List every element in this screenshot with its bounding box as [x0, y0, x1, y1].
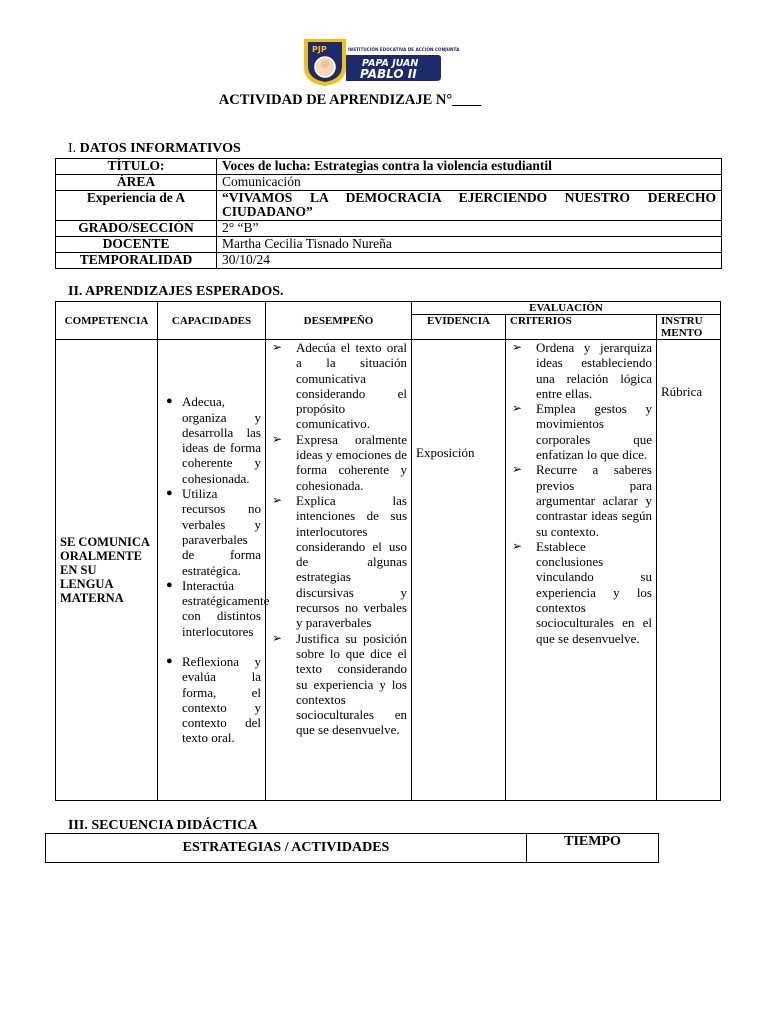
section1-heading: [68, 141, 241, 157]
list-item: [512, 401, 652, 463]
header-criterios: CRITERIOS: [506, 315, 657, 340]
bullet-icon: ●: [166, 654, 173, 667]
row-value: Voces de lucha: Estrategias contra la violencia estudiantil: [217, 159, 722, 175]
section1-title: DATOS INFORMATIVOS: [79, 141, 241, 156]
table-row: [56, 175, 722, 191]
criterio-text: Establece conclusiones vinculando su experiencia y los contextos socioculturales en el que se desenvuelve.: [536, 538, 652, 646]
header-tiempo: TIEMPO: [527, 834, 659, 863]
logo-name-line2: PABLO II: [360, 67, 417, 81]
row-value: Martha Cecilia Tisnado Nureña: [217, 237, 722, 253]
arrow-bullet-icon: ➢: [272, 340, 283, 354]
list-item: [166, 486, 261, 578]
list-item: [512, 340, 652, 401]
instrumento-cell: Rúbrica: [657, 340, 721, 801]
criterios-list: [510, 340, 652, 646]
desempeno-text: Adecúa el texto oral a la situación comunicativa considerando el propósito comunicativo.: [296, 340, 407, 432]
header-evidencia: EVIDENCIA: [412, 315, 506, 340]
activity-title: ACTIVIDAD DE APRENDIZAJE N°____: [218, 92, 482, 108]
capacidad-text: Utiliza recursos no verbales y paraverbales de forma estratégica.: [182, 486, 261, 578]
row-label: Experiencia de A: [56, 191, 217, 221]
list-item: [272, 431, 407, 493]
evidencia-cell: Exposición: [412, 340, 506, 801]
capacidades-cell: [158, 340, 270, 801]
secuencia-table: [45, 833, 659, 863]
list-item: [512, 538, 652, 646]
header-competencia: COMPETENCIA: [56, 302, 158, 340]
school-logo: [302, 37, 460, 87]
aprendizajes-table: [55, 301, 721, 801]
row-label: TEMPORALIDAD: [56, 253, 217, 269]
desempeno-cell: [266, 340, 412, 801]
section3-heading: III. SECUENCIA DIDÁCTICA: [68, 818, 258, 833]
section1-number: I.: [68, 141, 77, 156]
list-item: [166, 394, 261, 486]
bullet-icon: ●: [166, 578, 173, 591]
list-item: [272, 630, 407, 738]
row-value: Comunicación: [217, 175, 722, 191]
list-item: [166, 577, 270, 639]
table-row: [56, 237, 722, 253]
competencia-cell: SE COMUNICA ORALMENTE EN SU LENGUA MATERNA: [56, 340, 158, 801]
arrow-bullet-icon: ➢: [512, 538, 523, 553]
header-instrumento: INSTRU MENTO: [657, 315, 721, 340]
row-label: DOCENTE: [56, 237, 217, 253]
list-item: [272, 340, 407, 432]
desempeno-text: Justifica su posición sobre lo que dice el texto considerando su experiencia y los contextos socioculturales en que se desenvuelve.: [296, 630, 407, 738]
list-item: [166, 653, 261, 746]
logo-institution-line: INSTITUCIÓN EDUCATIVA DE ACCIÓN CONJUNTA: [348, 47, 460, 52]
bullet-icon: ●: [166, 487, 173, 500]
arrow-bullet-icon: ➢: [272, 492, 283, 507]
header-capacidades: CAPACIDADES: [158, 302, 266, 340]
table-header-row: [56, 302, 721, 315]
criterio-text: Recurre a saberes previos para argumentar aclarar y contrastar ideas según su contexto.: [536, 462, 652, 539]
table-row: [56, 221, 722, 237]
arrow-bullet-icon: ➢: [512, 340, 523, 354]
bullet-icon: ●: [166, 395, 173, 408]
criterios-cell: [506, 340, 657, 801]
capacidad-text: Reflexiona y evalúa la forma, el contexto y contexto del texto oral.: [182, 653, 261, 746]
header-desempeno: DESEMPEÑO: [266, 302, 412, 340]
logo-badge-text: PJP: [312, 45, 327, 54]
list-item: [272, 492, 407, 631]
arrow-bullet-icon: ➢: [272, 630, 283, 645]
table-row: [56, 340, 721, 801]
list-item: [512, 462, 652, 539]
desempeno-list: [270, 340, 407, 738]
table-row: [56, 159, 722, 175]
desempeno-text: Explica las intenciones de sus interlocutores considerando el uso de algunas estrategias discursivas y recursos no verbales y paraverbales: [296, 492, 407, 631]
criterio-text: Ordena y jerarquiza ideas estableciendo una relación lógica entre ellas.: [536, 340, 652, 401]
row-label: GRADO/SECCIÓN: [56, 221, 217, 237]
row-label: TÍTULO:: [56, 159, 217, 175]
arrow-bullet-icon: ➢: [272, 431, 283, 446]
capacidad-text: Interactúa estratégicamente con distintos interlocutores: [182, 577, 270, 639]
logo-name-line1: PAPA JUAN: [362, 58, 419, 69]
arrow-bullet-icon: ➢: [512, 462, 523, 477]
datos-informativos-table: [55, 158, 722, 269]
row-value: 2° “B”: [217, 221, 722, 237]
table-row: [56, 191, 722, 221]
desempeno-text: Expresa oralmente ideas y emociones de forma coherente y cohesionada.: [296, 431, 407, 493]
row-label: ÁREA: [56, 175, 217, 191]
arrow-bullet-icon: ➢: [512, 401, 523, 416]
criterio-text: Emplea gestos y movimientos corporales que enfatizan lo que dice.: [536, 401, 652, 463]
row-value: 30/10/24: [217, 253, 722, 269]
header-evaluacion: EVALUACIÓN: [412, 302, 721, 315]
capacidad-text: Adecua, organiza y desarrolla las ideas de forma coherente y cohesionada.: [182, 394, 261, 486]
table-row: [56, 253, 722, 269]
capacidades-list: [162, 394, 270, 746]
header-estrategias: ESTRATEGIAS / ACTIVIDADES: [46, 834, 527, 863]
table-header-row: [46, 834, 659, 863]
section2-heading: II. APRENDIZAJES ESPERADOS.: [68, 284, 284, 299]
row-value: “VIVAMOS LA DEMOCRACIA EJERCIENDO NUESTRO DERECHO CIUDADANO”: [217, 191, 722, 221]
school-crest-icon: [302, 37, 460, 87]
